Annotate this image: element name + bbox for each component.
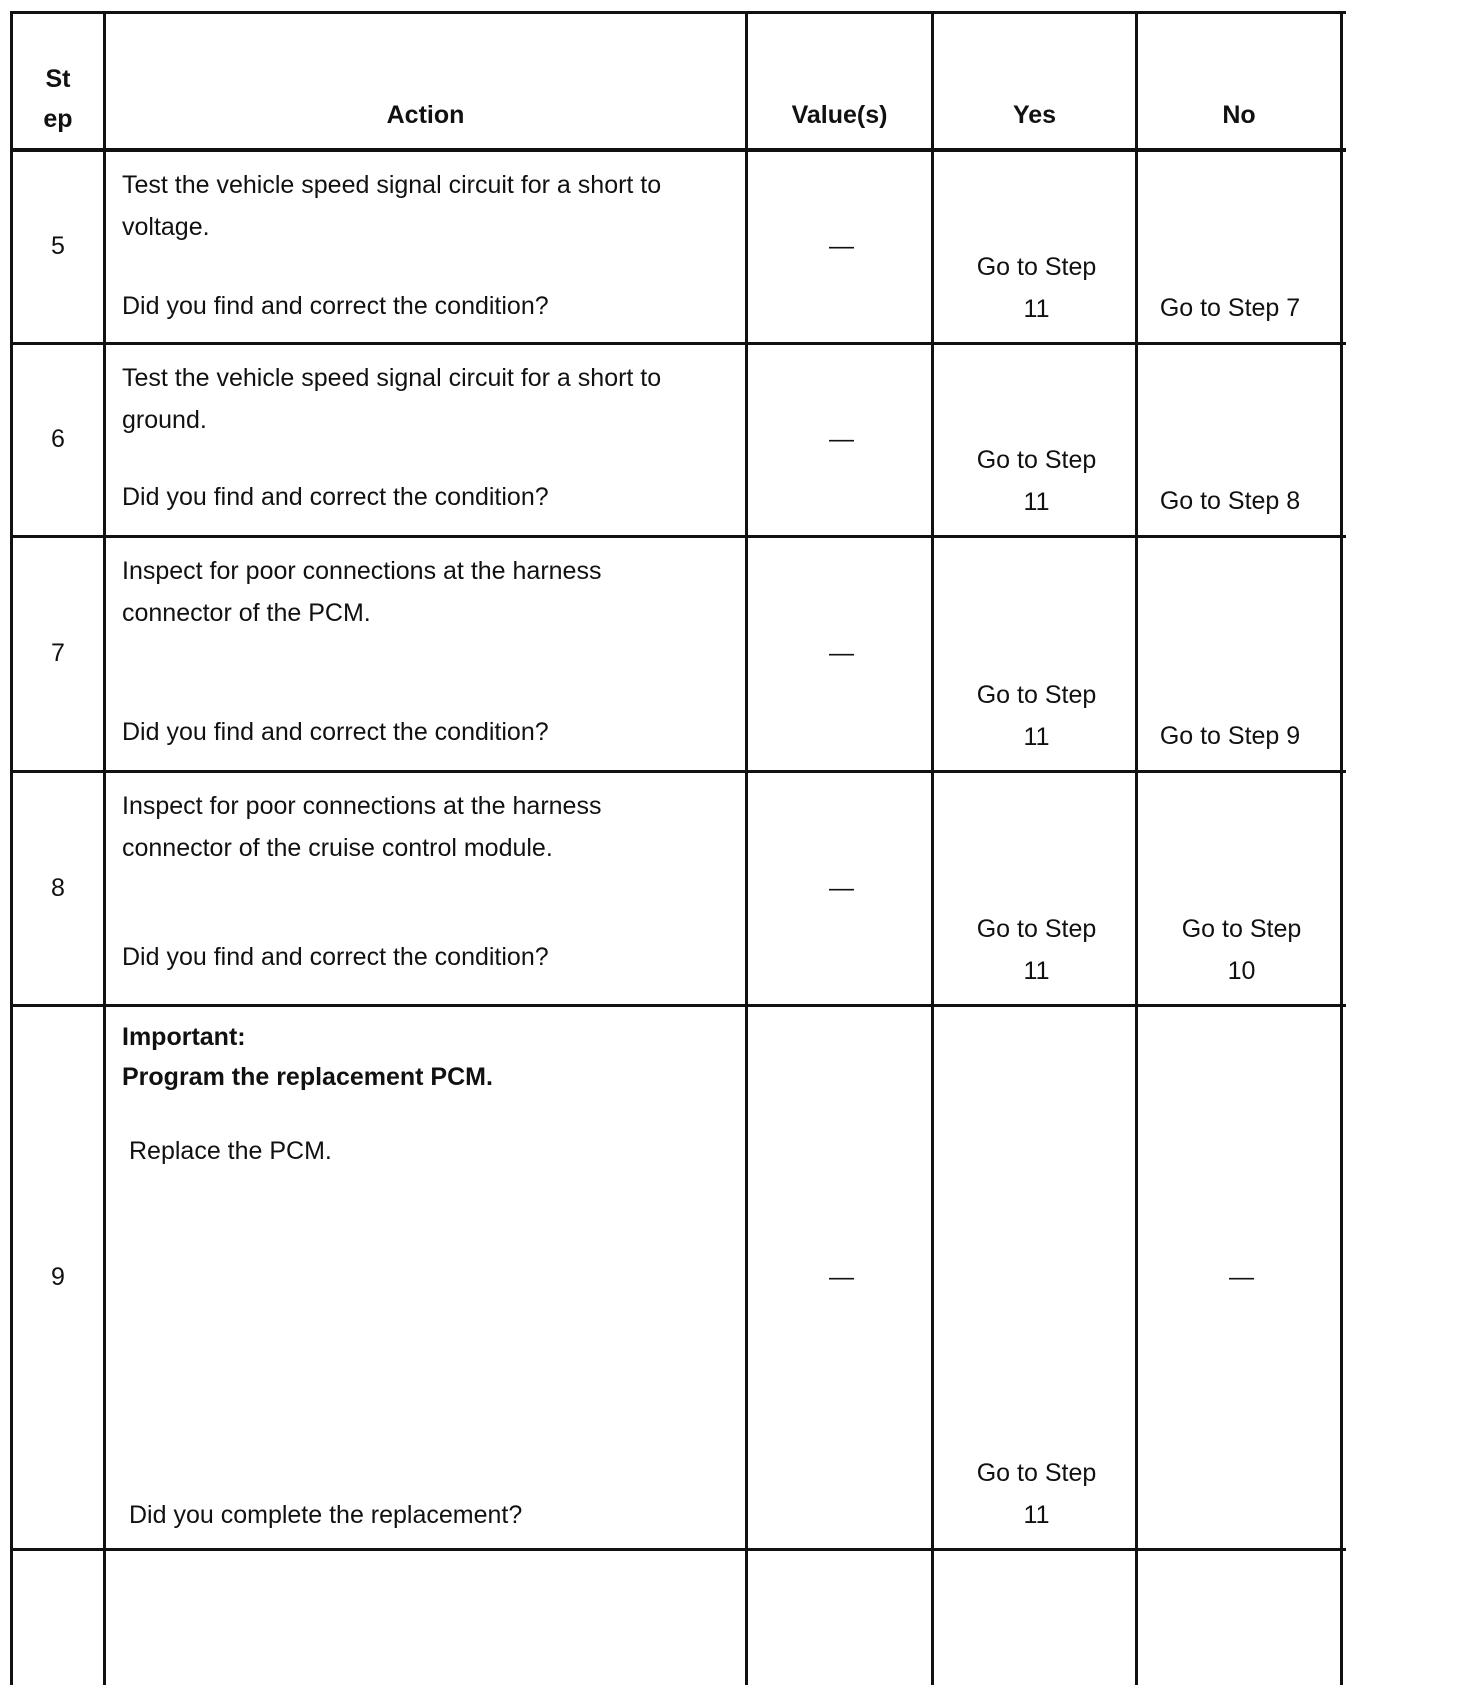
step-number: 7: [51, 639, 65, 667]
no-cell: Go to Step 9: [1159, 722, 1301, 750]
step-number: 8: [51, 874, 65, 902]
yes-cell: Go to Step 11: [976, 446, 1097, 516]
important-note: Important: Program the replacement PCM.: [122, 1023, 493, 1091]
row-divider: [10, 1004, 1346, 1007]
value-cell: —: [829, 639, 854, 667]
action-text: Test the vehicle speed signal circuit for a short to voltage.: [122, 171, 662, 241]
no-cell: Go to Step 10: [1181, 915, 1302, 985]
action-question: Did you find and correct the condition?: [122, 718, 549, 746]
action-text: Test the vehicle speed signal circuit for a short to ground.: [122, 364, 662, 434]
header-action: Action: [386, 101, 465, 129]
value-cell: —: [829, 1263, 854, 1291]
value-cell: —: [829, 874, 854, 902]
step-number: 9: [51, 1263, 65, 1291]
action-text: Inspect for poor connections at the harness connector of the cruise control module.: [122, 792, 602, 862]
header-step: St ep: [43, 65, 73, 133]
diagnostic-table: [10, 11, 1346, 1685]
step-number: 5: [51, 232, 65, 260]
no-cell: Go to Step 7: [1159, 294, 1301, 322]
header-yes: Yes: [1012, 101, 1057, 129]
no-cell: —: [1229, 1263, 1254, 1291]
action-text: Inspect for poor connections at the harness connector of the PCM.: [122, 557, 602, 627]
table-border-top: [10, 11, 1346, 14]
header-no: No: [1222, 101, 1256, 129]
header-values: Value(s): [791, 101, 888, 129]
value-cell: —: [829, 425, 854, 453]
table-border-right: [1340, 11, 1343, 1685]
column-divider: [745, 11, 748, 1685]
action-question: Did you find and correct the condition?: [122, 292, 549, 320]
step-number: 6: [51, 425, 65, 453]
value-cell: —: [829, 232, 854, 260]
action-question: Did you find and correct the condition?: [122, 483, 549, 511]
action-text: Replace the PCM.: [129, 1137, 332, 1165]
row-divider: [10, 342, 1346, 345]
no-cell: Go to Step 8: [1159, 487, 1301, 515]
yes-cell: Go to Step 11: [976, 1459, 1097, 1529]
row-divider: [10, 535, 1346, 538]
yes-cell: Go to Step 11: [976, 253, 1097, 323]
action-question: Did you find and correct the condition?: [122, 943, 549, 971]
header-divider: [10, 148, 1346, 152]
action-question: Did you complete the replacement?: [129, 1501, 523, 1529]
yes-cell: Go to Step 11: [976, 915, 1097, 985]
table-border-bottom: [10, 1548, 1346, 1551]
row-divider: [10, 770, 1346, 773]
yes-cell: Go to Step 11: [976, 681, 1097, 751]
